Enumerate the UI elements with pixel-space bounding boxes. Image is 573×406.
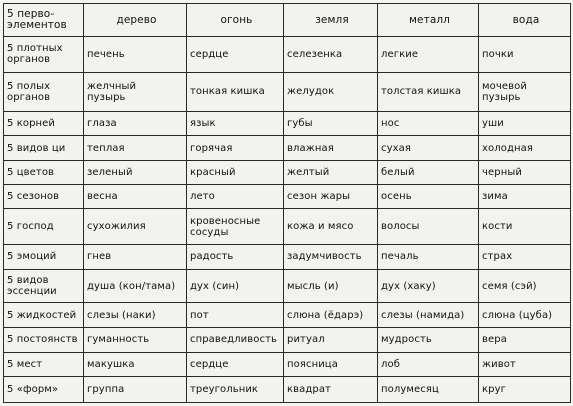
table-cell: кожа и мясо bbox=[284, 209, 378, 245]
table-cell: желчный пузырь bbox=[84, 72, 187, 111]
table-cell: черный bbox=[479, 161, 571, 185]
table-cell: язык bbox=[187, 111, 284, 136]
five-elements-table bbox=[3, 3, 571, 403]
table-cell: весна bbox=[84, 184, 187, 209]
table-cell: кости bbox=[479, 209, 571, 245]
table-cell: мудрость bbox=[378, 328, 479, 353]
table-cell: душа (кон/тама) bbox=[84, 269, 187, 303]
table-cell: слюна (ёдарэ) bbox=[284, 303, 378, 328]
table-cell: влажная bbox=[284, 136, 378, 161]
table-cell: круг bbox=[479, 377, 571, 403]
table-row bbox=[4, 209, 571, 245]
row-header-cell: 5 сезонов bbox=[4, 184, 84, 209]
table-row bbox=[4, 377, 571, 403]
table-cell: радость bbox=[187, 245, 284, 270]
table-row bbox=[4, 37, 571, 73]
table-cell: зеленый bbox=[84, 161, 187, 185]
table-cell: лоб bbox=[378, 352, 479, 377]
table-cell: сердце bbox=[187, 37, 284, 73]
table-cell: вера bbox=[479, 328, 571, 353]
table-cell: красный bbox=[187, 161, 284, 185]
table-cell: тонкая кишка bbox=[187, 72, 284, 111]
table-cell: лето bbox=[187, 184, 284, 209]
table-cell: холодная bbox=[479, 136, 571, 161]
table-cell: дух (хаку) bbox=[378, 269, 479, 303]
table-cell: теплая bbox=[84, 136, 187, 161]
table-row bbox=[4, 72, 571, 111]
row-header-cell: 5 мест bbox=[4, 352, 84, 377]
table-cell: поясница bbox=[284, 352, 378, 377]
column-header-earth: земля bbox=[284, 4, 378, 37]
table-cell: сухая bbox=[378, 136, 479, 161]
row-header-cell: 5 видов эссенции bbox=[4, 269, 84, 303]
table-row bbox=[4, 328, 571, 353]
table-cell: сердце bbox=[187, 352, 284, 377]
row-header-cell: 5 постоянств bbox=[4, 328, 84, 353]
table-cell: ритуал bbox=[284, 328, 378, 353]
column-header-wood: дерево bbox=[84, 4, 187, 37]
table-cell: полумесяц bbox=[378, 377, 479, 403]
table-body bbox=[4, 37, 571, 403]
table-cell: треугольник bbox=[187, 377, 284, 403]
corner-header-cell: 5 перво- элементов bbox=[4, 4, 84, 37]
table-cell: макушка bbox=[84, 352, 187, 377]
row-header-cell: 5 корней bbox=[4, 111, 84, 136]
table-row bbox=[4, 352, 571, 377]
table-cell: желтый bbox=[284, 161, 378, 185]
table-row bbox=[4, 303, 571, 328]
row-header-cell: 5 господ bbox=[4, 209, 84, 245]
row-header-cell: 5 эмоций bbox=[4, 245, 84, 270]
table-cell: осень bbox=[378, 184, 479, 209]
table-cell: желудок bbox=[284, 72, 378, 111]
table-cell: справедливость bbox=[187, 328, 284, 353]
table-cell: уши bbox=[479, 111, 571, 136]
table-cell: глаза bbox=[84, 111, 187, 136]
table-row bbox=[4, 245, 571, 270]
table-cell: слезы (наки) bbox=[84, 303, 187, 328]
table-cell: кровеносные сосуды bbox=[187, 209, 284, 245]
table-cell: почки bbox=[479, 37, 571, 73]
table-cell: живот bbox=[479, 352, 571, 377]
table-cell: пот bbox=[187, 303, 284, 328]
table-row bbox=[4, 184, 571, 209]
table-cell: слезы (намида) bbox=[378, 303, 479, 328]
row-header-cell: 5 видов ци bbox=[4, 136, 84, 161]
table-cell: сухожилия bbox=[84, 209, 187, 245]
row-header-cell: 5 полых органов bbox=[4, 72, 84, 111]
table-cell: волосы bbox=[378, 209, 479, 245]
row-header-cell: 5 «форм» bbox=[4, 377, 84, 403]
table-cell: толстая кишка bbox=[378, 72, 479, 111]
table-cell: мочевой пузырь bbox=[479, 72, 571, 111]
table-row bbox=[4, 161, 571, 185]
table-cell: слюна (цуба) bbox=[479, 303, 571, 328]
table-cell: селезенка bbox=[284, 37, 378, 73]
table-cell: гуманность bbox=[84, 328, 187, 353]
table-cell: гнев bbox=[84, 245, 187, 270]
column-header-metal: металл bbox=[378, 4, 479, 37]
row-header-cell: 5 цветов bbox=[4, 161, 84, 185]
table-cell: страх bbox=[479, 245, 571, 270]
table-cell: нос bbox=[378, 111, 479, 136]
row-header-cell: 5 плотных органов bbox=[4, 37, 84, 73]
table-cell: легкие bbox=[378, 37, 479, 73]
table-cell: задумчивость bbox=[284, 245, 378, 270]
row-header-cell: 5 жидкостей bbox=[4, 303, 84, 328]
table-row bbox=[4, 269, 571, 303]
table-cell: сезон жары bbox=[284, 184, 378, 209]
table-cell: дух (син) bbox=[187, 269, 284, 303]
table-cell: зима bbox=[479, 184, 571, 209]
table-cell: губы bbox=[284, 111, 378, 136]
header-row bbox=[4, 4, 571, 37]
table-cell: мысль (и) bbox=[284, 269, 378, 303]
table-row bbox=[4, 111, 571, 136]
scanned-page bbox=[3, 3, 570, 403]
table-row bbox=[4, 136, 571, 161]
table-cell: белый bbox=[378, 161, 479, 185]
table-cell: квадрат bbox=[284, 377, 378, 403]
table-cell: печаль bbox=[378, 245, 479, 270]
column-header-fire: огонь bbox=[187, 4, 284, 37]
column-header-water: вода bbox=[479, 4, 571, 37]
table-cell: печень bbox=[84, 37, 187, 73]
table-cell: группа bbox=[84, 377, 187, 403]
table-cell: семя (сэй) bbox=[479, 269, 571, 303]
table-cell: горячая bbox=[187, 136, 284, 161]
